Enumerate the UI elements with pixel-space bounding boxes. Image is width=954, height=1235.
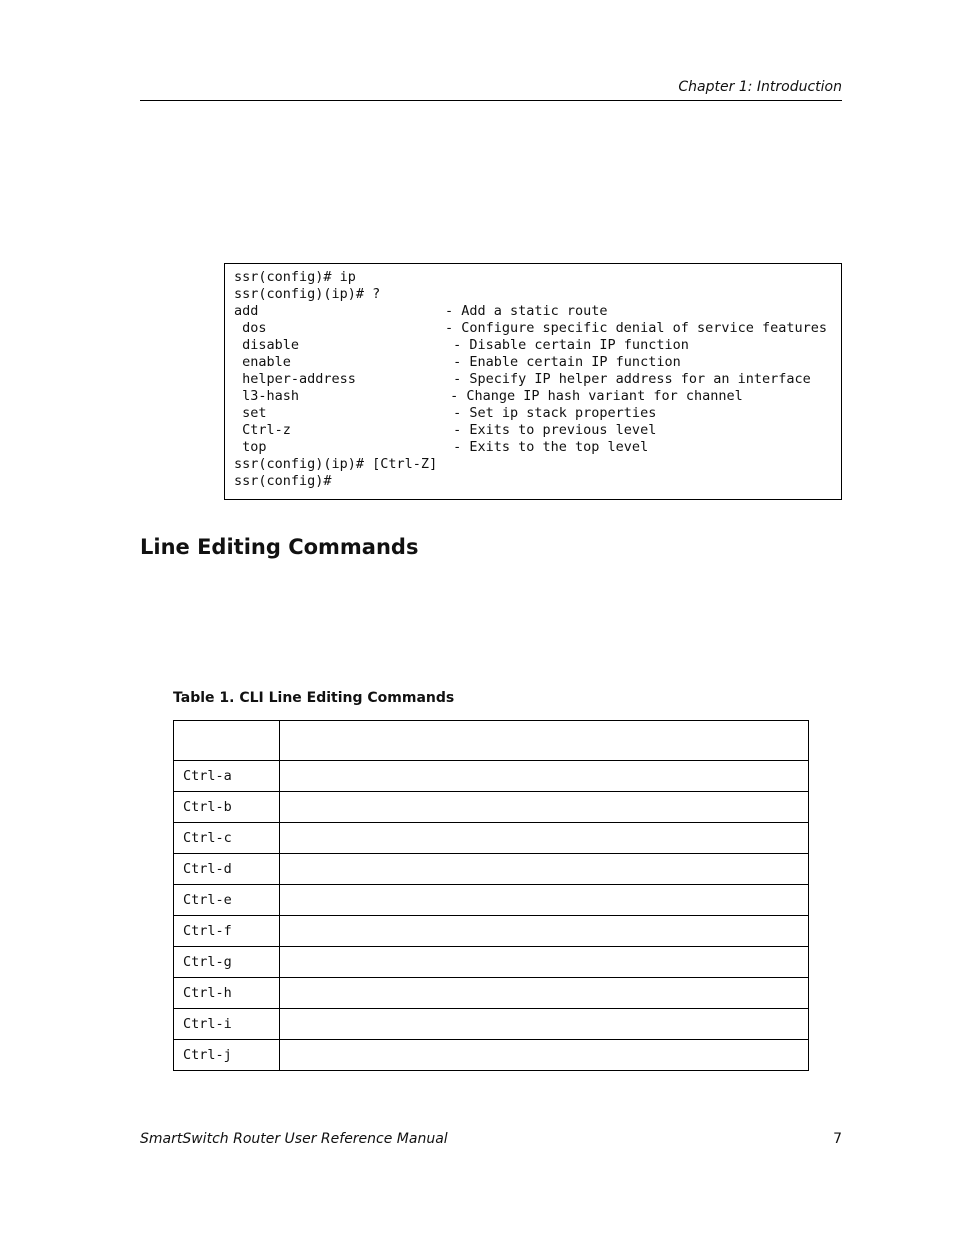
command-key-cell: Ctrl-j xyxy=(174,1040,280,1071)
table-row xyxy=(174,947,809,978)
code-line: disable xyxy=(234,337,300,353)
code-description: - Add a static route xyxy=(445,303,608,319)
table-header-cell xyxy=(280,721,809,761)
command-key-cell: Ctrl-a xyxy=(174,761,280,792)
command-description-cell xyxy=(280,885,809,916)
command-description-cell xyxy=(280,792,809,823)
command-description-cell xyxy=(280,947,809,978)
code-line: ssr(config)# ip xyxy=(234,269,356,285)
table-header-row xyxy=(174,721,809,761)
command-key-cell: Ctrl-d xyxy=(174,854,280,885)
code-line: ssr(config)(ip)# [Ctrl-Z] xyxy=(234,456,438,472)
running-header: Chapter 1: Introduction xyxy=(678,79,842,95)
table-row xyxy=(174,792,809,823)
header-rule xyxy=(140,100,842,101)
command-description-cell xyxy=(280,1009,809,1040)
command-description-cell xyxy=(280,761,809,792)
command-key-cell: Ctrl-h xyxy=(174,978,280,1009)
table-row xyxy=(174,978,809,1009)
table-caption: Table 1. CLI Line Editing Commands xyxy=(173,690,455,706)
code-description: - Change IP hash variant for channel xyxy=(442,388,743,404)
code-description: - Enable certain IP function xyxy=(445,354,681,370)
table-row xyxy=(174,761,809,792)
code-description: - Exits to previous level xyxy=(445,422,657,438)
code-line: add xyxy=(234,303,259,319)
code-description: - Disable certain IP function xyxy=(445,337,689,353)
command-key-cell: Ctrl-b xyxy=(174,792,280,823)
table-row xyxy=(174,916,809,947)
command-description-cell xyxy=(280,1040,809,1071)
code-description: - Specify IP helper address for an interface xyxy=(445,371,811,387)
code-line: set xyxy=(234,405,267,421)
code-description: - Exits to the top level xyxy=(445,439,649,455)
code-line: ssr(config)(ip)# ? xyxy=(234,286,381,302)
code-description: - Configure specific denial of service features xyxy=(445,320,828,336)
command-key-cell: Ctrl-c xyxy=(174,823,280,854)
code-line: helper-address xyxy=(234,371,356,387)
code-line: Ctrl-z xyxy=(234,422,291,438)
code-line: ssr(config)# xyxy=(234,473,332,489)
command-key-cell: Ctrl-g xyxy=(174,947,280,978)
footer-manual-title: SmartSwitch Router User Reference Manual xyxy=(140,1131,448,1147)
command-description-cell xyxy=(280,978,809,1009)
code-line: enable xyxy=(234,354,291,370)
command-key-cell: Ctrl-f xyxy=(174,916,280,947)
table-row xyxy=(174,854,809,885)
cli-line-editing-table xyxy=(173,720,809,1071)
section-heading: Line Editing Commands xyxy=(140,535,419,559)
table-header-cell xyxy=(174,721,280,761)
table-row xyxy=(174,1009,809,1040)
code-line: top xyxy=(234,439,267,455)
table-row xyxy=(174,823,809,854)
command-description-cell xyxy=(280,823,809,854)
command-description-cell xyxy=(280,854,809,885)
code-line: dos xyxy=(234,320,267,336)
code-line: l3-hash xyxy=(234,388,300,404)
code-example-box xyxy=(224,263,842,500)
code-description: - Set ip stack properties xyxy=(445,405,657,421)
command-key-cell: Ctrl-e xyxy=(174,885,280,916)
table-row xyxy=(174,885,809,916)
table-row xyxy=(174,1040,809,1071)
footer-page-number: 7 xyxy=(833,1131,842,1147)
command-description-cell xyxy=(280,916,809,947)
command-key-cell: Ctrl-i xyxy=(174,1009,280,1040)
